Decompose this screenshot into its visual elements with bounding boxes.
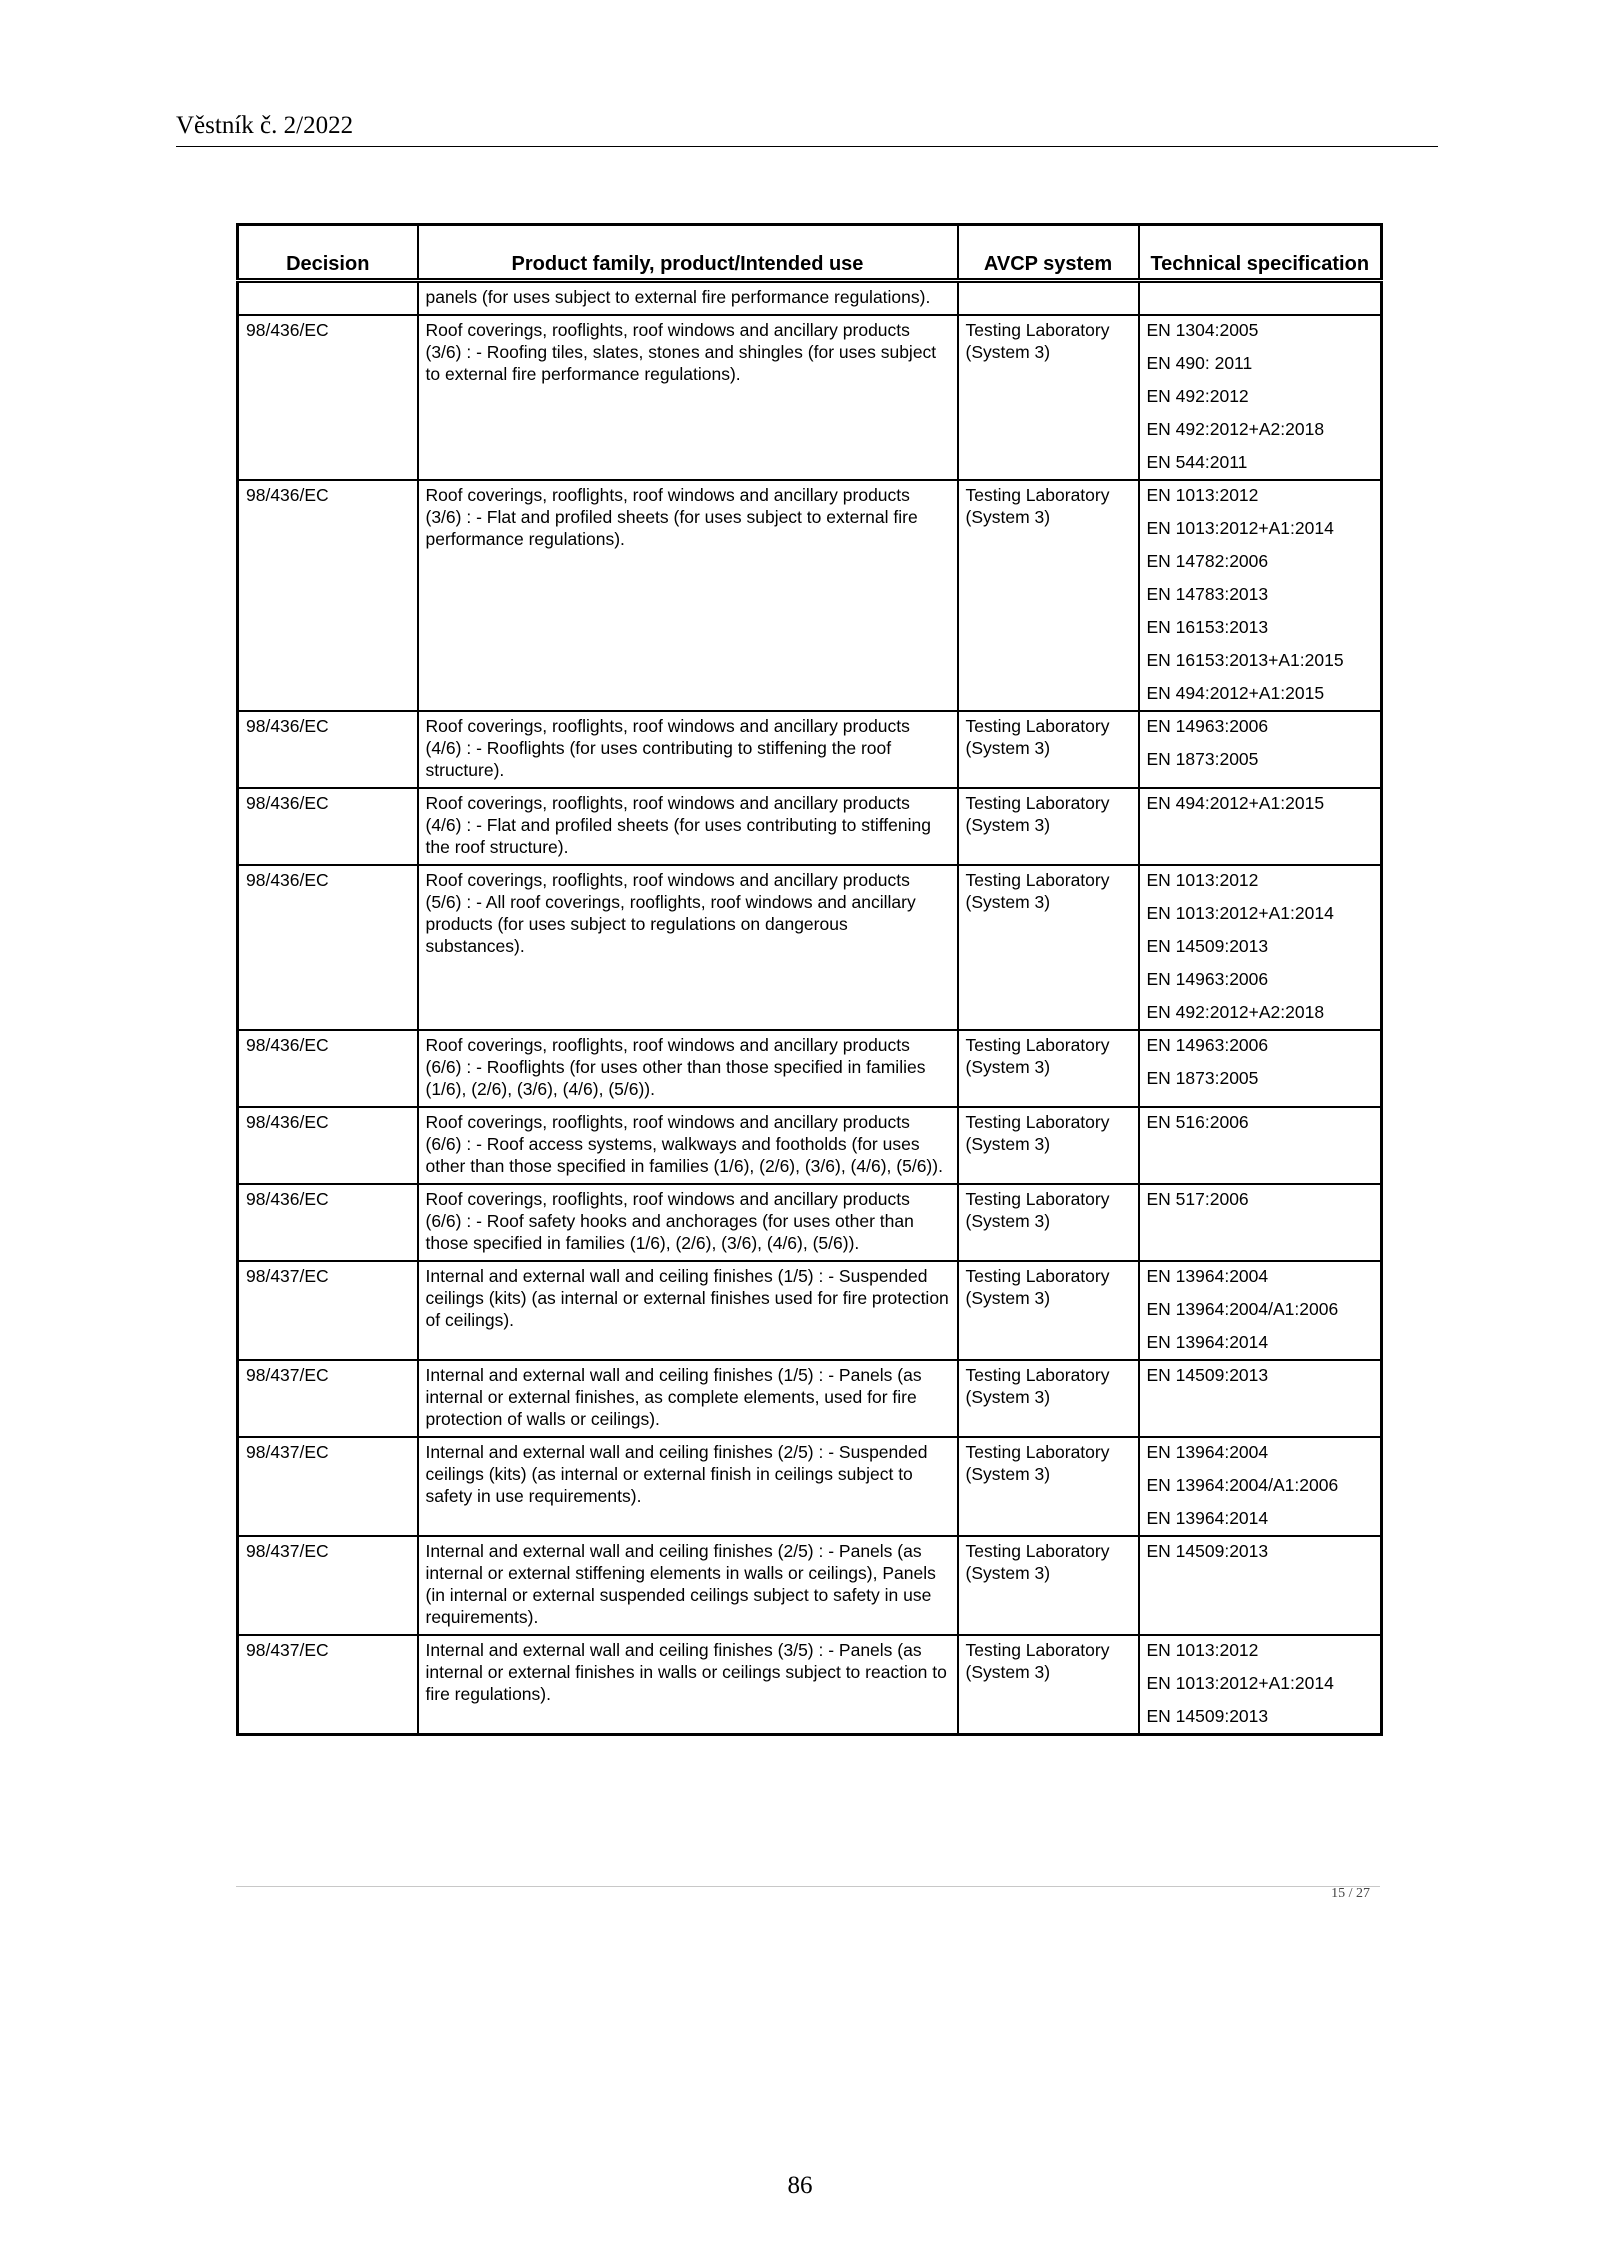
product-cell: Internal and external wall and ceiling finishes (1/5) : - Panels (as internal or external finishes, as complete elements, used for fire protection of walls or ceilings).	[418, 1360, 958, 1437]
decision-cell: 98/436/EC	[238, 711, 418, 788]
product-cell: Roof coverings, rooflights, roof windows and ancillary products (6/6) : - Roof safety hooks and anchorages (for uses other than those specified in families (1/6), (2/6), (3/6), (4/6), (5/6)).	[418, 1184, 958, 1261]
technical-specification-item: EN 1013:2012+A1:2014	[1146, 903, 1334, 923]
table-row	[238, 1360, 1382, 1437]
product-cell: Internal and external wall and ceiling finishes (1/5) : - Suspended ceilings (kits) (as internal or external finishes used for fire protection of ceilings).	[418, 1261, 958, 1360]
decision-cell	[238, 281, 418, 316]
technical-specification-item: EN 14509:2013	[1146, 936, 1269, 956]
technical-specification-cell	[1139, 1635, 1382, 1735]
avcp-cell: Testing Laboratory (System 3)	[958, 1184, 1139, 1261]
technical-specification-item: EN 490: 2011	[1146, 353, 1253, 373]
technical-specification-item: EN 16153:2013+A1:2015	[1146, 650, 1344, 670]
technical-specification-item: EN 1013:2012+A1:2014	[1146, 518, 1334, 538]
technical-specification-cell	[1139, 1261, 1382, 1360]
decision-cell: 98/436/EC	[238, 1030, 418, 1107]
technical-specification-item: EN 494:2012+A1:2015	[1146, 793, 1325, 813]
column-header-product: Product family, product/Intended use	[418, 225, 958, 281]
table-row	[238, 1107, 1382, 1184]
technical-specification-item: EN 1013:2012	[1146, 870, 1259, 890]
decision-cell: 98/436/EC	[238, 480, 418, 711]
technical-specification-cell	[1139, 1184, 1382, 1261]
decision-cell: 98/437/EC	[238, 1536, 418, 1635]
technical-specification-item: EN 14782:2006	[1146, 551, 1269, 571]
technical-specification-item: EN 13964:2004/A1:2006	[1146, 1299, 1339, 1319]
technical-specification-item: EN 494:2012+A1:2015	[1146, 683, 1325, 703]
technical-specification-item: EN 1013:2012+A1:2014	[1146, 1673, 1334, 1693]
technical-specification-item: EN 516:2006	[1146, 1112, 1249, 1132]
product-cell: Internal and external wall and ceiling finishes (2/5) : - Suspended ceilings (kits) (as internal or external finish in ceilings subject to safety in use requirements).	[418, 1437, 958, 1536]
avcp-cell: Testing Laboratory (System 3)	[958, 1536, 1139, 1635]
technical-specification-cell	[1139, 865, 1382, 1030]
product-cell: Internal and external wall and ceiling finishes (2/5) : - Panels (as internal or external stiffening elements in walls or ceilings), Panels (in internal or external suspended ceilings subject to safety in use requirements).	[418, 1536, 958, 1635]
table-row	[238, 1635, 1382, 1735]
table-row	[238, 1536, 1382, 1635]
table-row	[238, 1261, 1382, 1360]
decision-cell: 98/436/EC	[238, 788, 418, 865]
avcp-cell: Testing Laboratory (System 3)	[958, 788, 1139, 865]
product-cell: Roof coverings, rooflights, roof windows and ancillary products (4/6) : - Rooflights (for uses contributing to stiffening the roof structure).	[418, 711, 958, 788]
technical-specification-item: EN 1013:2012	[1146, 485, 1259, 505]
product-cell: Roof coverings, rooflights, roof windows and ancillary products (3/6) : - Flat and profiled sheets (for uses subject to external fire performance regulations).	[418, 480, 958, 711]
product-cell: panels (for uses subject to external fire performance regulations).	[418, 281, 958, 316]
header-rule	[176, 146, 1438, 147]
product-cell: Internal and external wall and ceiling finishes (3/5) : - Panels (as internal or external finishes in walls or ceilings subject to reaction to fire regulations).	[418, 1635, 958, 1735]
technical-specification-cell	[1139, 1536, 1382, 1635]
product-cell: Roof coverings, rooflights, roof windows and ancillary products (3/6) : - Roofing tiles, slates, stones and shingles (for uses subject to external fire performance regulations).	[418, 315, 958, 480]
technical-specification-item: EN 544:2011	[1146, 452, 1248, 472]
avcp-cell: Testing Laboratory (System 3)	[958, 315, 1139, 480]
decision-cell: 98/437/EC	[238, 1360, 418, 1437]
product-cell: Roof coverings, rooflights, roof windows and ancillary products (6/6) : - Rooflights (for uses other than those specified in families (1/6), (2/6), (3/6), (4/6), (5/6)).	[418, 1030, 958, 1107]
avcp-cell: Testing Laboratory (System 3)	[958, 1635, 1139, 1735]
technical-specification-item: EN 14963:2006	[1146, 1035, 1269, 1055]
technical-specification-item: EN 13964:2004/A1:2006	[1146, 1475, 1339, 1495]
decision-cell: 98/436/EC	[238, 865, 418, 1030]
table-row	[238, 1437, 1382, 1536]
technical-specification-item: EN 14963:2006	[1146, 969, 1269, 989]
page-number: 86	[787, 2172, 813, 2199]
header-row	[238, 225, 1382, 281]
technical-specification-cell	[1139, 1030, 1382, 1107]
specification-table	[236, 223, 1383, 1736]
footer-rule	[236, 1886, 1380, 1887]
technical-specification-item: EN 492:2012	[1146, 386, 1249, 406]
running-head-title: Věstník č. 2/2022	[176, 112, 354, 139]
technical-specification-item: EN 13964:2004	[1146, 1266, 1269, 1286]
avcp-cell: Testing Laboratory (System 3)	[958, 1107, 1139, 1184]
technical-specification-item: EN 1013:2012	[1146, 1640, 1259, 1660]
technical-specification-item: EN 14783:2013	[1146, 584, 1269, 604]
technical-specification-item: EN 14509:2013	[1146, 1365, 1269, 1385]
technical-specification-item: EN 517:2006	[1146, 1189, 1249, 1209]
technical-specification-cell	[1139, 1437, 1382, 1536]
technical-specification-item: EN 1304:2005	[1146, 320, 1259, 340]
product-cell: Roof coverings, rooflights, roof windows and ancillary products (6/6) : - Roof access systems, walkways and footholds (for uses other than those specified in families (1/6), (2/6), (3/6), (4/6), (5/6)).	[418, 1107, 958, 1184]
table-row	[238, 1184, 1382, 1261]
technical-specification-cell	[1139, 281, 1382, 316]
decision-cell: 98/436/EC	[238, 315, 418, 480]
avcp-cell	[958, 281, 1139, 316]
table-row	[238, 281, 1382, 316]
technical-specification-item: EN 14509:2013	[1146, 1541, 1269, 1561]
avcp-cell: Testing Laboratory (System 3)	[958, 1030, 1139, 1107]
table-row	[238, 315, 1382, 480]
technical-specification-item: EN 492:2012+A2:2018	[1146, 1002, 1325, 1022]
avcp-cell: Testing Laboratory (System 3)	[958, 711, 1139, 788]
avcp-cell: Testing Laboratory (System 3)	[958, 480, 1139, 711]
technical-specification-item: EN 14963:2006	[1146, 716, 1269, 736]
table-row	[238, 1030, 1382, 1107]
decision-cell: 98/436/EC	[238, 1107, 418, 1184]
decision-cell: 98/436/EC	[238, 1184, 418, 1261]
technical-specification-item: EN 492:2012+A2:2018	[1146, 419, 1325, 439]
decision-cell: 98/437/EC	[238, 1635, 418, 1735]
avcp-cell: Testing Laboratory (System 3)	[958, 1437, 1139, 1536]
technical-specification-cell	[1139, 711, 1382, 788]
technical-specification-item: EN 13964:2004	[1146, 1442, 1269, 1462]
table-row	[238, 711, 1382, 788]
technical-specification-item: EN 14509:2013	[1146, 1706, 1269, 1726]
table-header	[238, 225, 1382, 281]
table-row	[238, 865, 1382, 1030]
product-cell: Roof coverings, rooflights, roof windows and ancillary products (5/6) : - All roof coverings, rooflights, roof windows and ancillary products (for uses subject to regulations on dangerous substances).	[418, 865, 958, 1030]
table-row	[238, 480, 1382, 711]
technical-specification-cell	[1139, 480, 1382, 711]
technical-specification-item: EN 13964:2014	[1146, 1508, 1269, 1528]
decision-cell: 98/437/EC	[238, 1261, 418, 1360]
technical-specification-item: EN 1873:2005	[1146, 749, 1259, 769]
technical-specification-item: EN 13964:2014	[1146, 1332, 1269, 1352]
technical-specification-cell	[1139, 788, 1382, 865]
avcp-cell: Testing Laboratory (System 3)	[958, 1360, 1139, 1437]
technical-specification-item: EN 16153:2013	[1146, 617, 1269, 637]
technical-specification-cell	[1139, 1360, 1382, 1437]
column-header-avcp: AVCP system	[958, 225, 1139, 281]
table-row	[238, 788, 1382, 865]
avcp-cell: Testing Laboratory (System 3)	[958, 865, 1139, 1030]
page-counter: 15 / 27	[1331, 1886, 1370, 1901]
decision-cell: 98/437/EC	[238, 1437, 418, 1536]
product-cell: Roof coverings, rooflights, roof windows and ancillary products (4/6) : - Flat and profiled sheets (for uses contributing to stiffening the roof structure).	[418, 788, 958, 865]
column-header-technical-specification: Technical specification	[1139, 225, 1382, 281]
avcp-cell: Testing Laboratory (System 3)	[958, 1261, 1139, 1360]
technical-specification-cell	[1139, 1107, 1382, 1184]
column-header-decision: Decision	[238, 225, 418, 281]
technical-specification-cell	[1139, 315, 1382, 480]
table-body	[238, 281, 1382, 1735]
technical-specification-item: EN 1873:2005	[1146, 1068, 1259, 1088]
